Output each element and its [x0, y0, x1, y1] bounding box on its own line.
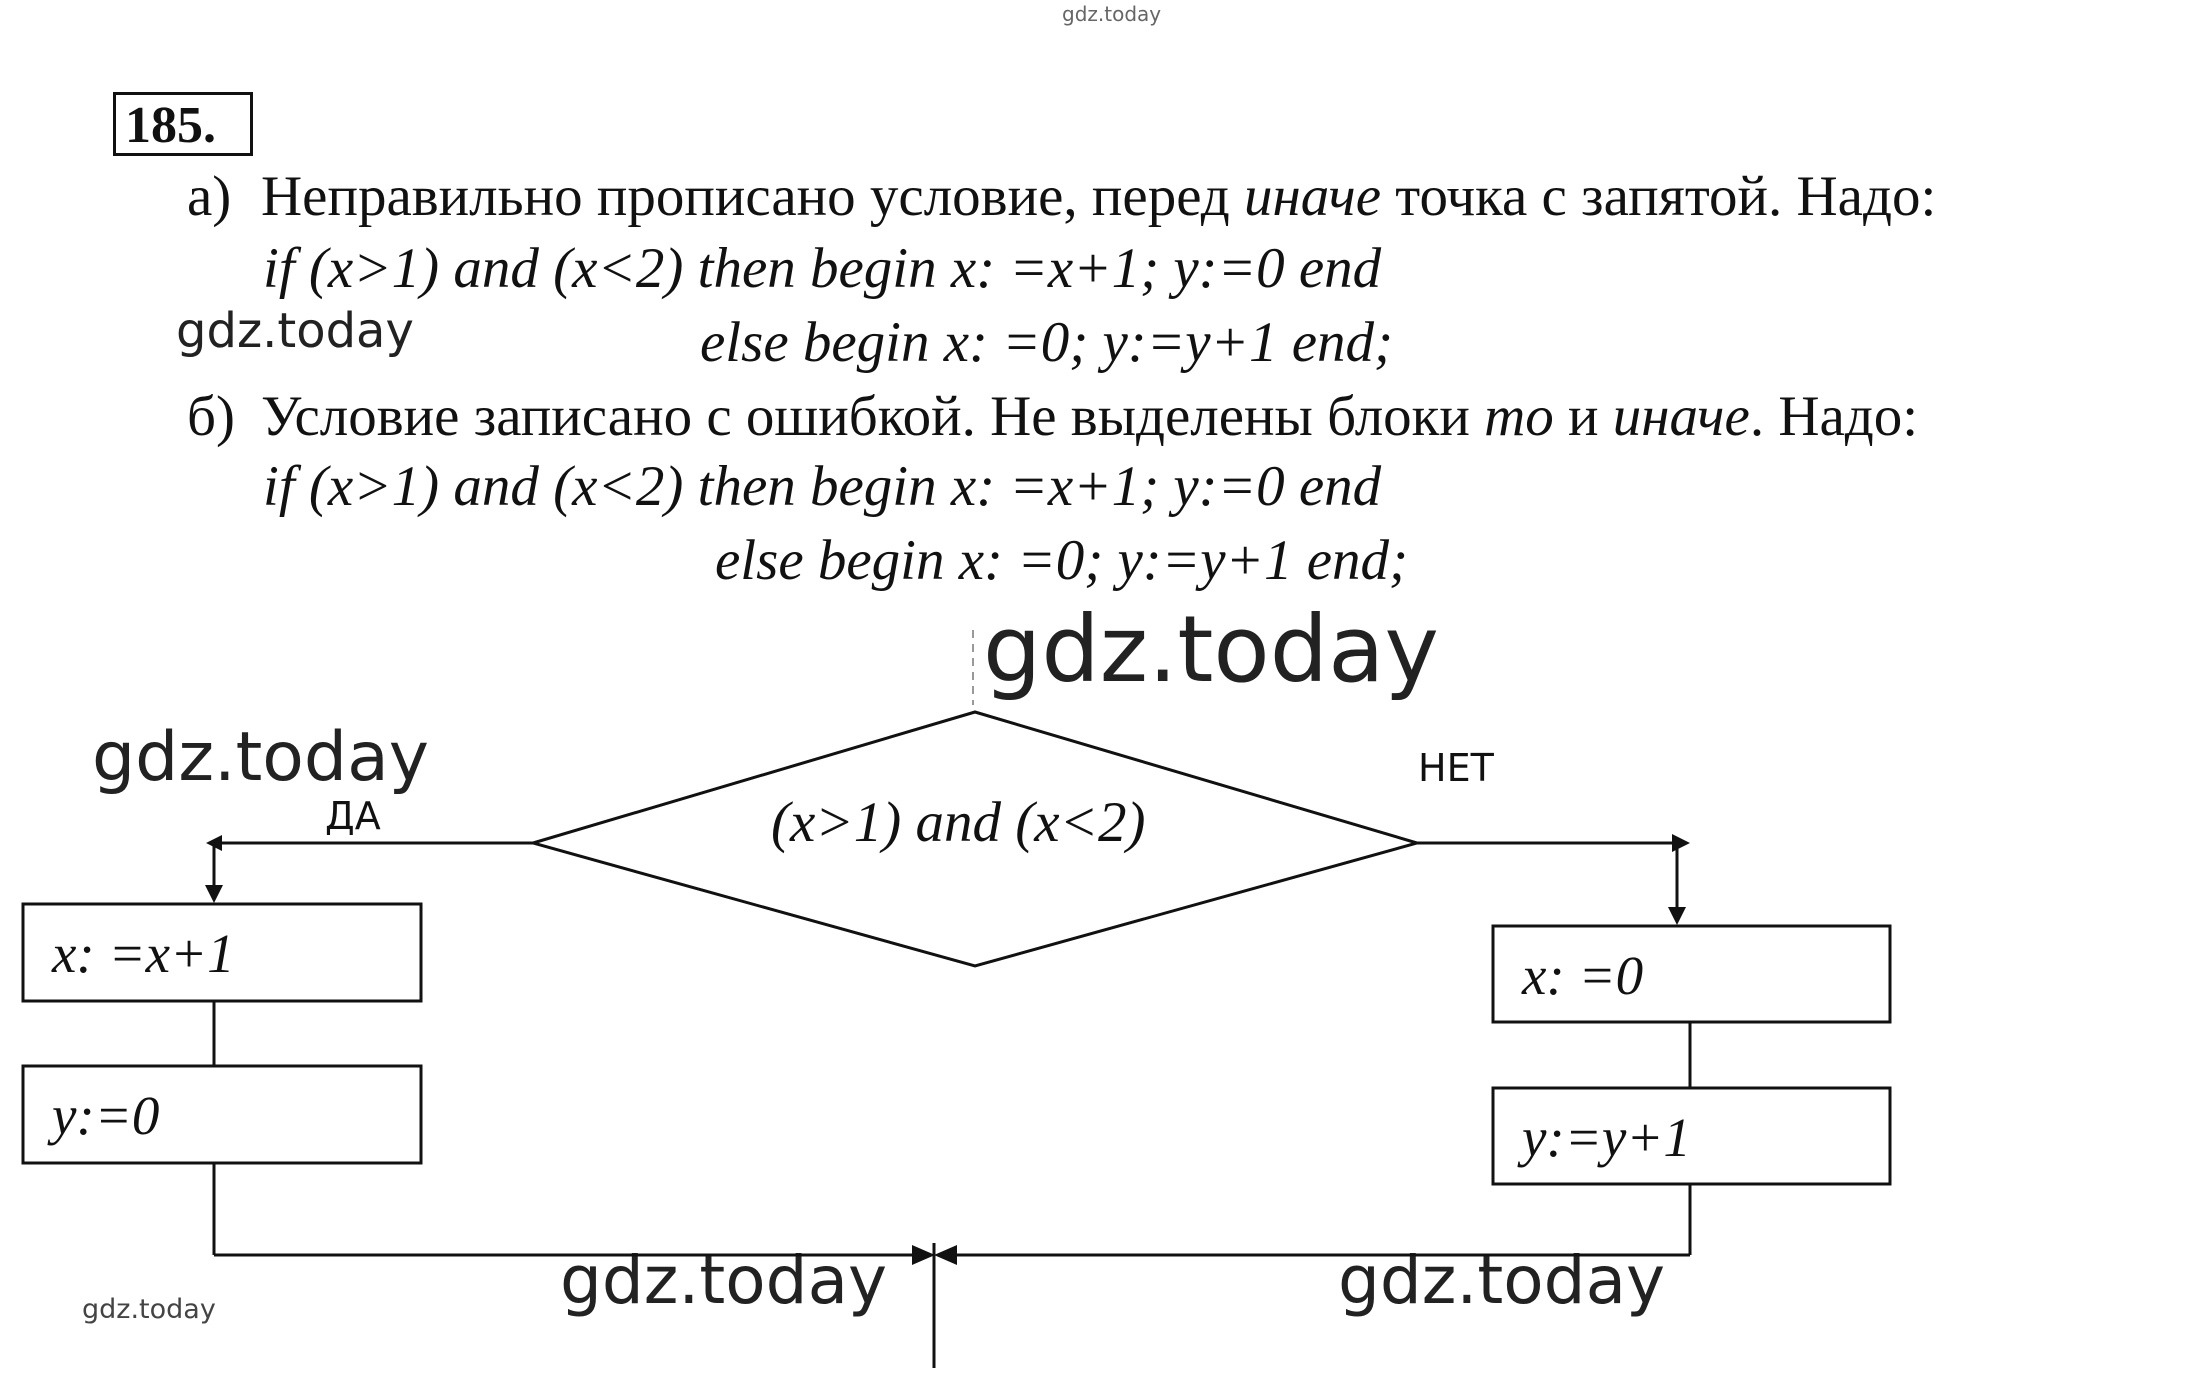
watermark-left: gdz.today: [92, 718, 429, 797]
part-b-text-after: . Надо:: [1749, 385, 1919, 448]
part-b-text-before: Условие записано с ошибкой. Не выделены блоки: [261, 385, 1485, 448]
watermark-bottom-center: gdz.today: [560, 1242, 888, 1319]
watermark-large-center: gdz.today: [983, 596, 1439, 703]
part-b-text-italic2: иначе: [1612, 385, 1750, 448]
part-b-text-mid: и: [1553, 385, 1613, 448]
yes-label: ДА: [325, 794, 381, 838]
watermark-bottom-left: gdz.today: [82, 1294, 216, 1325]
watermark-text-a: gdz.today: [176, 303, 414, 359]
yes-box-1-text: x: =x+1: [52, 923, 235, 984]
part-a-text-italic: иначе: [1244, 165, 1382, 228]
part-b-marker: б): [187, 385, 235, 448]
problem-number: 185.: [125, 97, 216, 154]
yes-down-arrow: [205, 885, 223, 903]
watermark-top: gdz.today: [1062, 2, 1162, 26]
watermark-bottom-right: gdz.today: [1338, 1242, 1666, 1319]
part-a-code-line1: if (x>1) and (x<2) then begin x: =x+1; y:=0 end: [263, 237, 1382, 300]
yes-box-2-text: y:=0: [52, 1085, 160, 1146]
part-a-text-before: Неправильно прописано условие, перед: [261, 165, 1244, 228]
part-a-code-line2: else begin x: =0; y:=y+1 end;: [700, 311, 1394, 374]
yes-merge-arrow: [912, 1245, 935, 1265]
no-down-arrow: [1668, 907, 1686, 925]
part-b-code-line2: else begin x: =0; y:=y+1 end;: [715, 529, 1409, 592]
no-box-1-text: x: =0: [1522, 945, 1644, 1006]
part-a-text-after: точка с запятой. Надо:: [1381, 165, 1937, 228]
no-box-2-text: y:=y+1: [1522, 1107, 1691, 1168]
decision-condition: (x>1) and (x<2): [771, 791, 1146, 854]
no-merge-arrow: [934, 1245, 957, 1265]
no-label: НЕТ: [1418, 746, 1494, 790]
part-b-code-line1: if (x>1) and (x<2) then begin x: =x+1; y:=0 end: [263, 455, 1382, 518]
part-b-text-italic1: то: [1484, 385, 1554, 448]
part-a-marker: а): [187, 165, 232, 228]
no-corner-arrow: [1672, 834, 1690, 852]
